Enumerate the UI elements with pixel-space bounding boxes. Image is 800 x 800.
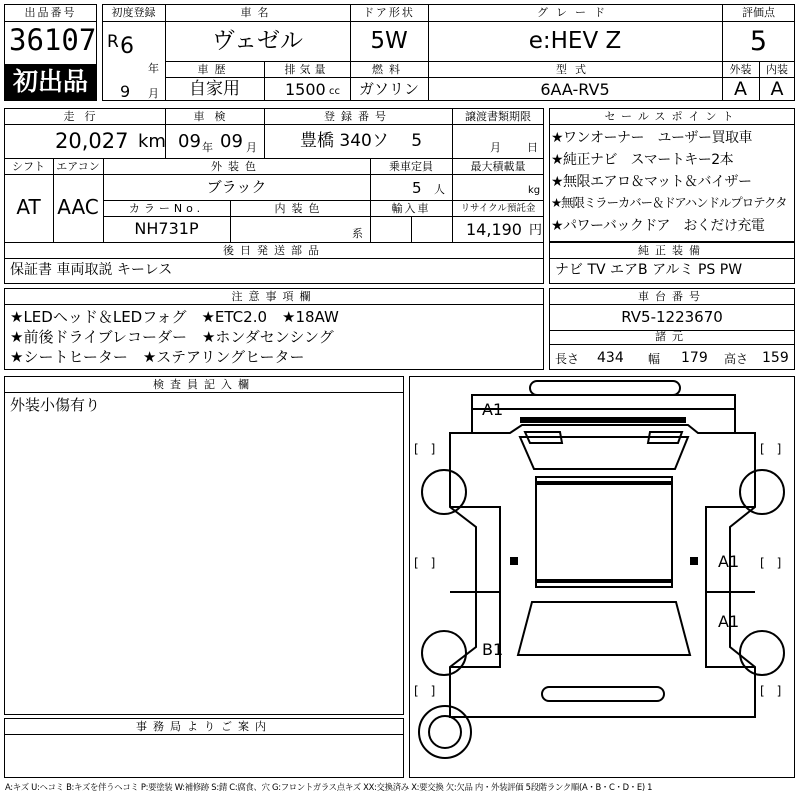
- inspector-label: 検査員記入欄: [153, 378, 255, 391]
- height: 159: [762, 350, 789, 366]
- bracket-right-rear: [ ]: [760, 684, 782, 698]
- mark-a1-right-front: A1: [718, 552, 740, 571]
- import-label: 輸入車: [391, 202, 431, 215]
- max-load-unit: kg: [528, 185, 541, 196]
- color-label: 外装色: [211, 160, 262, 173]
- bracket-right-mid: [ ]: [760, 556, 782, 570]
- color-no-label: カラーNo.: [128, 202, 205, 215]
- month-unit: 月: [148, 87, 159, 100]
- mileage: 20,027: [55, 129, 129, 153]
- car-diagram-svg: [410, 377, 796, 779]
- capacity: 5: [412, 179, 422, 197]
- transfer-day-unit: 日: [527, 141, 538, 154]
- recycle-fee: 14,190: [466, 220, 522, 239]
- transfer-month-unit: 月: [490, 141, 501, 154]
- bracket-left-mid: [ ]: [414, 556, 436, 570]
- hood-outline: [472, 395, 735, 433]
- insp-month-unit: 月: [246, 141, 257, 154]
- grade: e:HEV Z: [528, 28, 622, 54]
- wheel-rear-left: [422, 631, 466, 675]
- chassis-label: 車台番号: [638, 290, 706, 303]
- rear-bumper: [542, 687, 664, 701]
- equipment-label: 純正装備: [638, 244, 706, 257]
- lot-label: 出品番号: [24, 6, 77, 19]
- reg-month: 9: [120, 82, 131, 101]
- cc-unit: cc: [329, 86, 340, 97]
- recycle-label: リサイクル預託金: [460, 203, 536, 214]
- ac-label: エアコン: [56, 160, 100, 173]
- plate-number: 豊橋 340ソ 5: [300, 131, 423, 151]
- note-line: ★前後ドライブレコーダー ★ホンダセンシング: [10, 328, 334, 346]
- exterior-label: 外装: [729, 63, 752, 76]
- inspection-label: 車検: [193, 110, 236, 123]
- inspector-text: 外装小傷有り: [10, 396, 101, 414]
- sales-point: ★無限ミラーカバー＆ドアハンドルプロテクタ: [551, 195, 787, 210]
- roof: [536, 477, 672, 587]
- length: 434: [597, 350, 624, 366]
- mark-a1-right-rear: A1: [718, 612, 740, 631]
- sales-point: ★無限エアロ＆マット＆バイザー: [551, 174, 752, 190]
- office-label: 事務局よりご案内: [136, 720, 272, 733]
- dims-label: 諸元: [655, 330, 689, 343]
- color-no: NH731P: [134, 219, 199, 238]
- history: 自家用: [189, 79, 240, 99]
- bracket-left-rear: [ ]: [414, 684, 436, 698]
- displacement-label: 排気量: [284, 63, 330, 76]
- max-load-label: 最大積載量: [470, 160, 526, 173]
- insp-year-unit: 年: [202, 141, 213, 154]
- score-label: 評価点: [742, 6, 775, 19]
- rear-window: [518, 602, 690, 655]
- exterior-score: A: [734, 78, 747, 100]
- door-type: 5W: [370, 28, 408, 54]
- front-bumper: [530, 381, 680, 395]
- chassis-number: RV5-1223670: [621, 308, 723, 326]
- width-label: 幅: [648, 352, 661, 366]
- insp-month: 09: [220, 131, 243, 152]
- spare-wheel: [419, 706, 471, 758]
- lot-number: 36107: [9, 23, 97, 57]
- note-line: ★シートヒーター ★ステアリングヒーター: [10, 348, 305, 366]
- note-line: ★LEDヘッド＆LEDフォグ ★ETC2.0 ★18AW: [10, 308, 339, 326]
- sales-point: ★ワンオーナー ユーザー買取車: [551, 130, 753, 146]
- first-listing-badge: 初出品: [5, 64, 96, 100]
- era: R: [107, 32, 119, 52]
- model: 6AA-RV5: [540, 80, 610, 99]
- mark-b1-left-rear: B1: [482, 640, 504, 659]
- history-label: 車歴: [197, 63, 232, 76]
- wheel-front-left: [422, 470, 466, 514]
- later-parts-label: 後日発送部品: [223, 244, 325, 257]
- notes-label: 注意事項欄: [231, 290, 317, 303]
- car-name: ヴェゼル: [211, 28, 304, 54]
- shift: AT: [16, 195, 41, 219]
- grade-label: グレード: [537, 6, 613, 19]
- sales-label: セールスポイント: [604, 110, 740, 123]
- int-color-label: 内装色: [274, 202, 326, 215]
- interior-label: 内装: [766, 63, 788, 76]
- km-unit: km: [138, 131, 166, 152]
- mileage-label: 走行: [63, 110, 106, 123]
- int-color-unit: 系: [352, 227, 363, 240]
- length-label: 長さ: [555, 352, 580, 366]
- shift-label: シフト: [12, 160, 45, 173]
- recycle-unit: 円: [529, 223, 543, 238]
- inspector-block: [4, 376, 404, 715]
- sales-point: ★純正ナビ スマートキー2本: [551, 152, 734, 168]
- bracket-left-front: [ ]: [414, 442, 436, 456]
- model-label: 型式: [556, 63, 594, 76]
- displacement: 1500: [285, 80, 326, 99]
- ac: AAC: [57, 195, 99, 219]
- first-reg-label: 初度登録: [111, 6, 156, 19]
- later-parts: 保証書 車両取説 キーレス: [10, 262, 173, 278]
- transfer-label: 譲渡書類期限: [465, 110, 531, 123]
- equipment: ナビ TV エアB アルミ PS PW: [555, 262, 743, 278]
- interior-score: A: [770, 78, 784, 100]
- fuel: ガソリン: [358, 80, 419, 98]
- score: 5: [749, 26, 768, 57]
- height-label: 高さ: [724, 352, 749, 366]
- legend: A:キズ U:ヘコミ B:キズを伴うヘコミ P:要塗装 W:補修跡 S:錆 C:腐食、穴 G:フロントガラス点キズ XX:交換済み X:要交換 欠:欠品 内・外装評価 5段階ランク順(A・B・C・D・E) 1: [5, 782, 653, 792]
- windshield: [520, 437, 688, 469]
- fuel-label: 燃料: [372, 63, 406, 76]
- year-unit: 年: [148, 62, 159, 75]
- car-name-label: 車名: [240, 6, 275, 19]
- wheel-front-right: [740, 470, 784, 514]
- capacity-label: 乗車定員: [389, 160, 433, 173]
- plate-label: 登録番号: [324, 110, 392, 123]
- mark-a1-front: A1: [482, 400, 504, 419]
- exterior-color: ブラック: [206, 178, 267, 196]
- damage-diagram: [409, 376, 795, 778]
- insp-year: 09: [178, 131, 201, 152]
- bracket-right-front: [ ]: [760, 442, 782, 456]
- reg-year: 6: [120, 34, 134, 59]
- width: 179: [681, 350, 708, 366]
- wheel-rear-right: [740, 631, 784, 675]
- capacity-unit: 人: [434, 183, 445, 196]
- door-label: ドア形状: [363, 6, 415, 19]
- sales-point: ★パワーバックドア おくだけ充電: [551, 218, 765, 234]
